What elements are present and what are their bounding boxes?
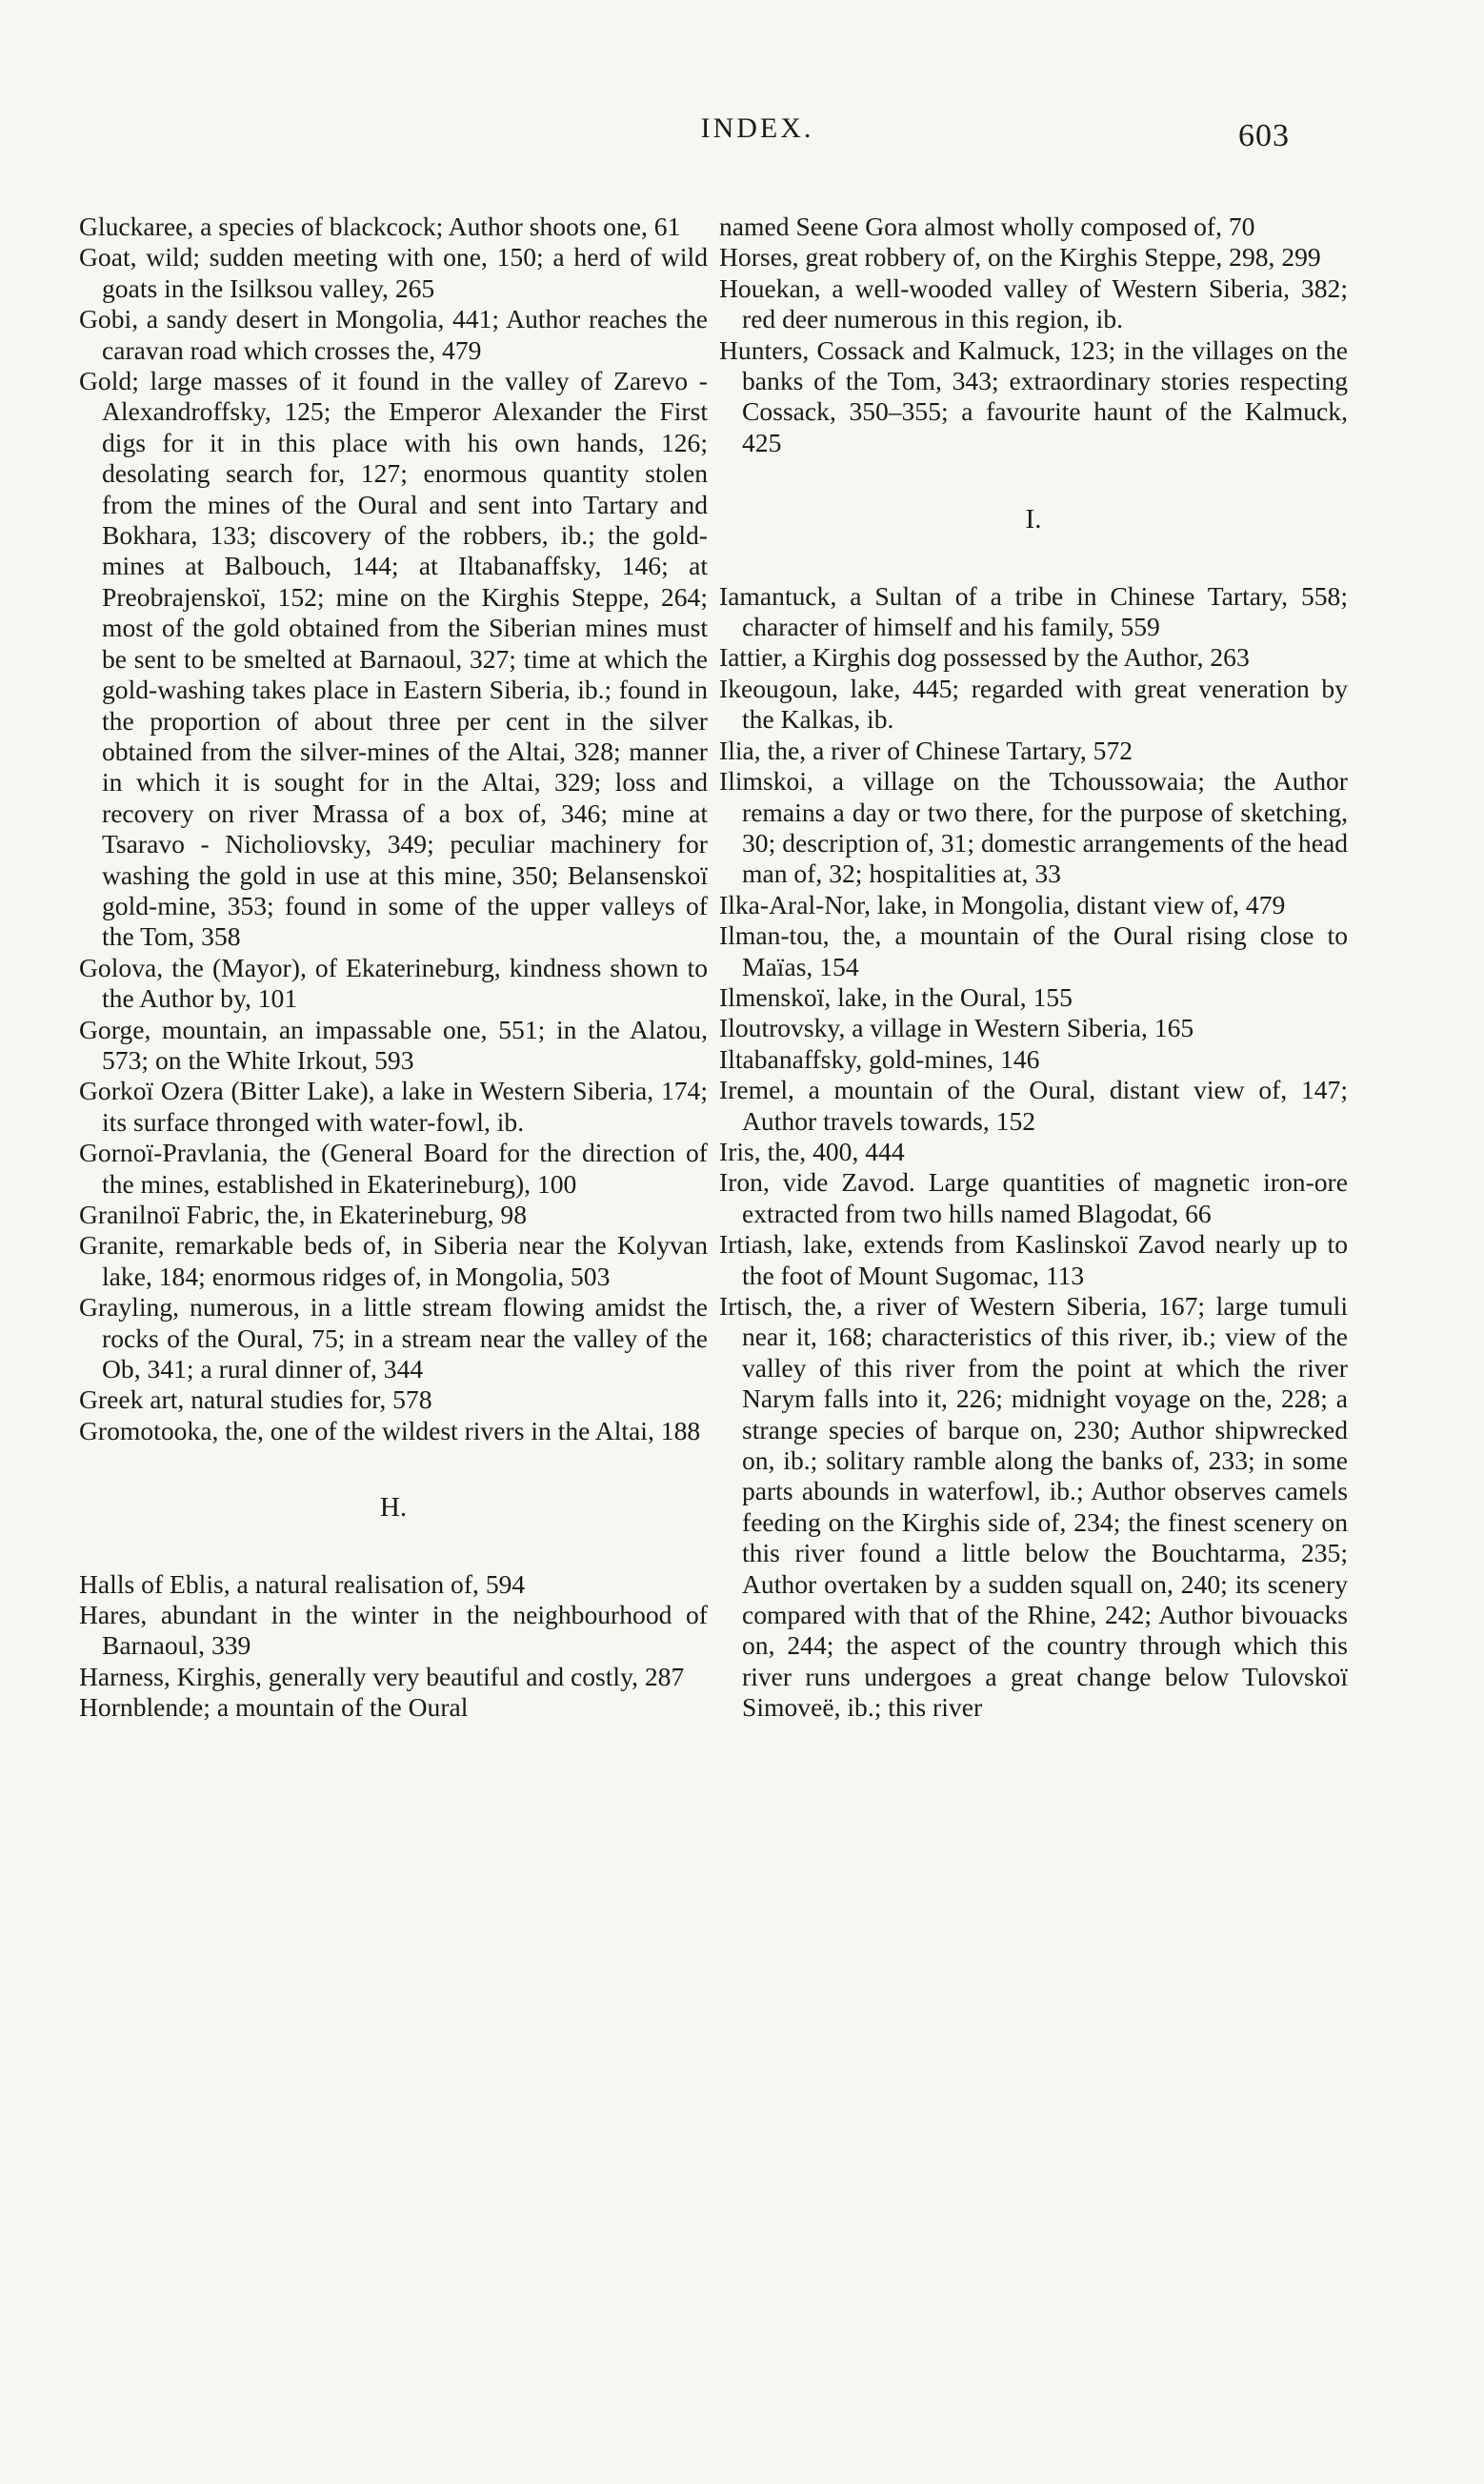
right-entries-after-list xyxy=(719,581,1348,1724)
right-entries-list xyxy=(719,212,1348,458)
index-entry: Harness, Kirghis, generally very beautiful and costly, 287 xyxy=(79,1661,685,1691)
index-entry: Iattier, a Kirghis dog possessed by the Author, 263 xyxy=(719,642,1250,673)
right-column xyxy=(719,212,1348,1724)
section-letter-i: I. xyxy=(1025,504,1042,535)
index-entry: Gorge, mountain, an impassable one, 551; in the Alatou, 573; on the White Irkout, 593 xyxy=(79,1014,708,1075)
index-entry: Iris, the, 400, 444 xyxy=(719,1136,905,1166)
index-entry: Irtiash, lake, extends from Kaslinskoï Zavod nearly up to the foot of Mount Sugomac, 113 xyxy=(719,1229,1348,1290)
index-entry: Gromotooka, the, one of the wildest rivers in the Altai, 188 xyxy=(79,1415,701,1445)
left-entries-after-list xyxy=(79,1569,708,1724)
index-entry: Grayling, numerous, in a little stream flowing amidst the rocks of the Oural, 75; in a stream near the valley of the Ob, 341; a rural dinner of, 344 xyxy=(79,1292,708,1384)
index-entry: Goat, wild; sudden meeting with one, 150; a herd of wild goats in the Isilksou valley, 265 xyxy=(79,242,708,303)
left-entries-list xyxy=(79,212,708,1446)
index-entry: Ilmenskoï, lake, in the Oural, 155 xyxy=(719,981,1073,1012)
index-entry: Houekan, a well-wooded valley of Western Siberia, 382; red deer numerous in this region, ib. xyxy=(719,273,1348,334)
section-letter-h: H. xyxy=(379,1492,408,1524)
index-entry: Ilia, the, a river of Chinese Tartary, 572 xyxy=(719,735,1133,765)
index-entry: Iremel, a mountain of the Oural, distant view of, 147; Author travels towards, 152 xyxy=(719,1075,1348,1136)
index-entry: Ilimskoi, a village on the Tchoussowaia; the Author remains a day or two there, for the purpose of sketching, 30; description of, 31; domestic arrangements of the head man of, 32; hospitalities at, 33 xyxy=(719,766,1348,889)
index-entry: Iloutrovsky, a village in Western Siberia, 165 xyxy=(719,1013,1194,1043)
index-entry: Hares, abundant in the winter in the neighbourhood of Barnaoul, 339 xyxy=(79,1600,708,1661)
left-column xyxy=(79,212,708,1724)
index-entry: Iltabanaffsky, gold-mines, 146 xyxy=(719,1043,1040,1074)
index-entry: Horses, great robbery of, on the Kirghis Steppe, 298, 299 xyxy=(719,242,1321,273)
index-entry: Irtisch, the, a river of Western Siberia, 167; large tumuli near it, 168; characteristics of this river, ib.; view of the valley of this river from the point at which the river Narym falls into it, 226; midnight voyage on the, 228; a strange species of barque on, 230; Author shipwrecked on, ib.; solitary ramble along the banks of, 233; in some parts abounds in waterfowl, ib.; Author observes camels feeding on the Kirghis side of, 234; the finest scenery on this river found a little below the Bouchtarma, 235; Author overtaken by a sudden squall on, 240; its scenery compared with that of the Rhine, 242; Author bivouacks on, 244; the aspect of the country through which this river runs undergoes a great change below Tulovskoï Simoveë, ib.; this river xyxy=(719,1291,1348,1723)
index-entry: Ikeougoun, lake, 445; regarded with great veneration by the Kalkas, ib. xyxy=(719,673,1348,735)
index-entry: Iamantuck, a Sultan of a tribe in Chinese Tartary, 558; character of himself and his family, 559 xyxy=(719,580,1348,642)
index-entry: Ilka-Aral-Nor, lake, in Mongolia, distant view of, 479 xyxy=(719,889,1286,919)
index-entry: Hunters, Cossack and Kalmuck, 123; in the villages on the banks of the Tom, 343; extraordinary stories respecting Cossack, 350–355; a favourite haunt of the Kalmuck, 425 xyxy=(719,334,1348,457)
index-entry: Iron, vide Zavod. Large quantities of magnetic iron-ore extracted from two hills named Blagodat, 66 xyxy=(719,1167,1348,1228)
index-entry: Gold; large masses of it found in the valley of Zarevo - Alexandroffsky, 125; the Emperor Alexander the First digs for it in this place with his own hands, 126; desolating search for, 127; enormous quantity stolen from the mines of the Oural and sent into Tartary and Bokhara, 133; discovery of the robbers, ib.; the gold-mines at Balbouch, 144; at Iltabanaffsky, 146; at Preobrajenskoï, 152; mine on the Kirghis Steppe, 264; most of the gold obtained from the Siberian mines must be sent to be smelted at Barnaoul, 327; time at which the gold-washing takes place in Eastern Siberia, ib.; found in the proportion of about three per cent in the silver obtained from the silver-mines of the Altai, 328; manner in which it is sought for in the Altai, 329; loss and recovery on river Mrassa of a box of, 346; mine at Tsaravo - Nicholiovsky, 349; peculiar machinery for washing the gold in use at this mine, 350; Belansenskoï gold-mine, 353; found in some of the upper valleys of the Tom, 358 xyxy=(79,366,708,952)
index-entry: named Seene Gora almost wholly composed of, 70 xyxy=(719,212,1255,241)
running-head xyxy=(0,112,1484,151)
index-entry: Gluckaree, a species of blackcock; Author shoots one, 61 xyxy=(79,212,681,241)
index-entry: Halls of Eblis, a natural realisation of, 594 xyxy=(79,1568,526,1599)
index-entry: Greek art, natural studies for, 578 xyxy=(79,1384,432,1415)
index-entry: Gornoï-Pravlania, the (General Board for the direction of the mines, established in Ekaterineburg), 100 xyxy=(79,1138,708,1199)
page-title: INDEX. xyxy=(700,112,814,144)
index-entry: Gorkoï Ozera (Bitter Lake), a lake in Western Siberia, 174; its surface thronged with water-fowl, ib. xyxy=(79,1076,708,1137)
index-entry: Granite, remarkable beds of, in Siberia near the Kolyvan lake, 184; enormous ridges of, in Mongolia, 503 xyxy=(79,1230,708,1291)
index-entry: Golova, the (Mayor), of Ekaterineburg, kindness shown to the Author by, 101 xyxy=(79,952,708,1014)
page-number: 603 xyxy=(1238,118,1290,153)
index-entry: Hornblende; a mountain of the Oural xyxy=(79,1692,469,1723)
index-entry: Ilman-tou, the, a mountain of the Oural rising close to Maïas, 154 xyxy=(719,920,1348,981)
index-entry: Granilnoï Fabric, the, in Ekaterineburg, 98 xyxy=(79,1200,527,1229)
index-entry: Gobi, a sandy desert in Mongolia, 441; Author reaches the caravan road which crosses the, 479 xyxy=(79,304,708,365)
